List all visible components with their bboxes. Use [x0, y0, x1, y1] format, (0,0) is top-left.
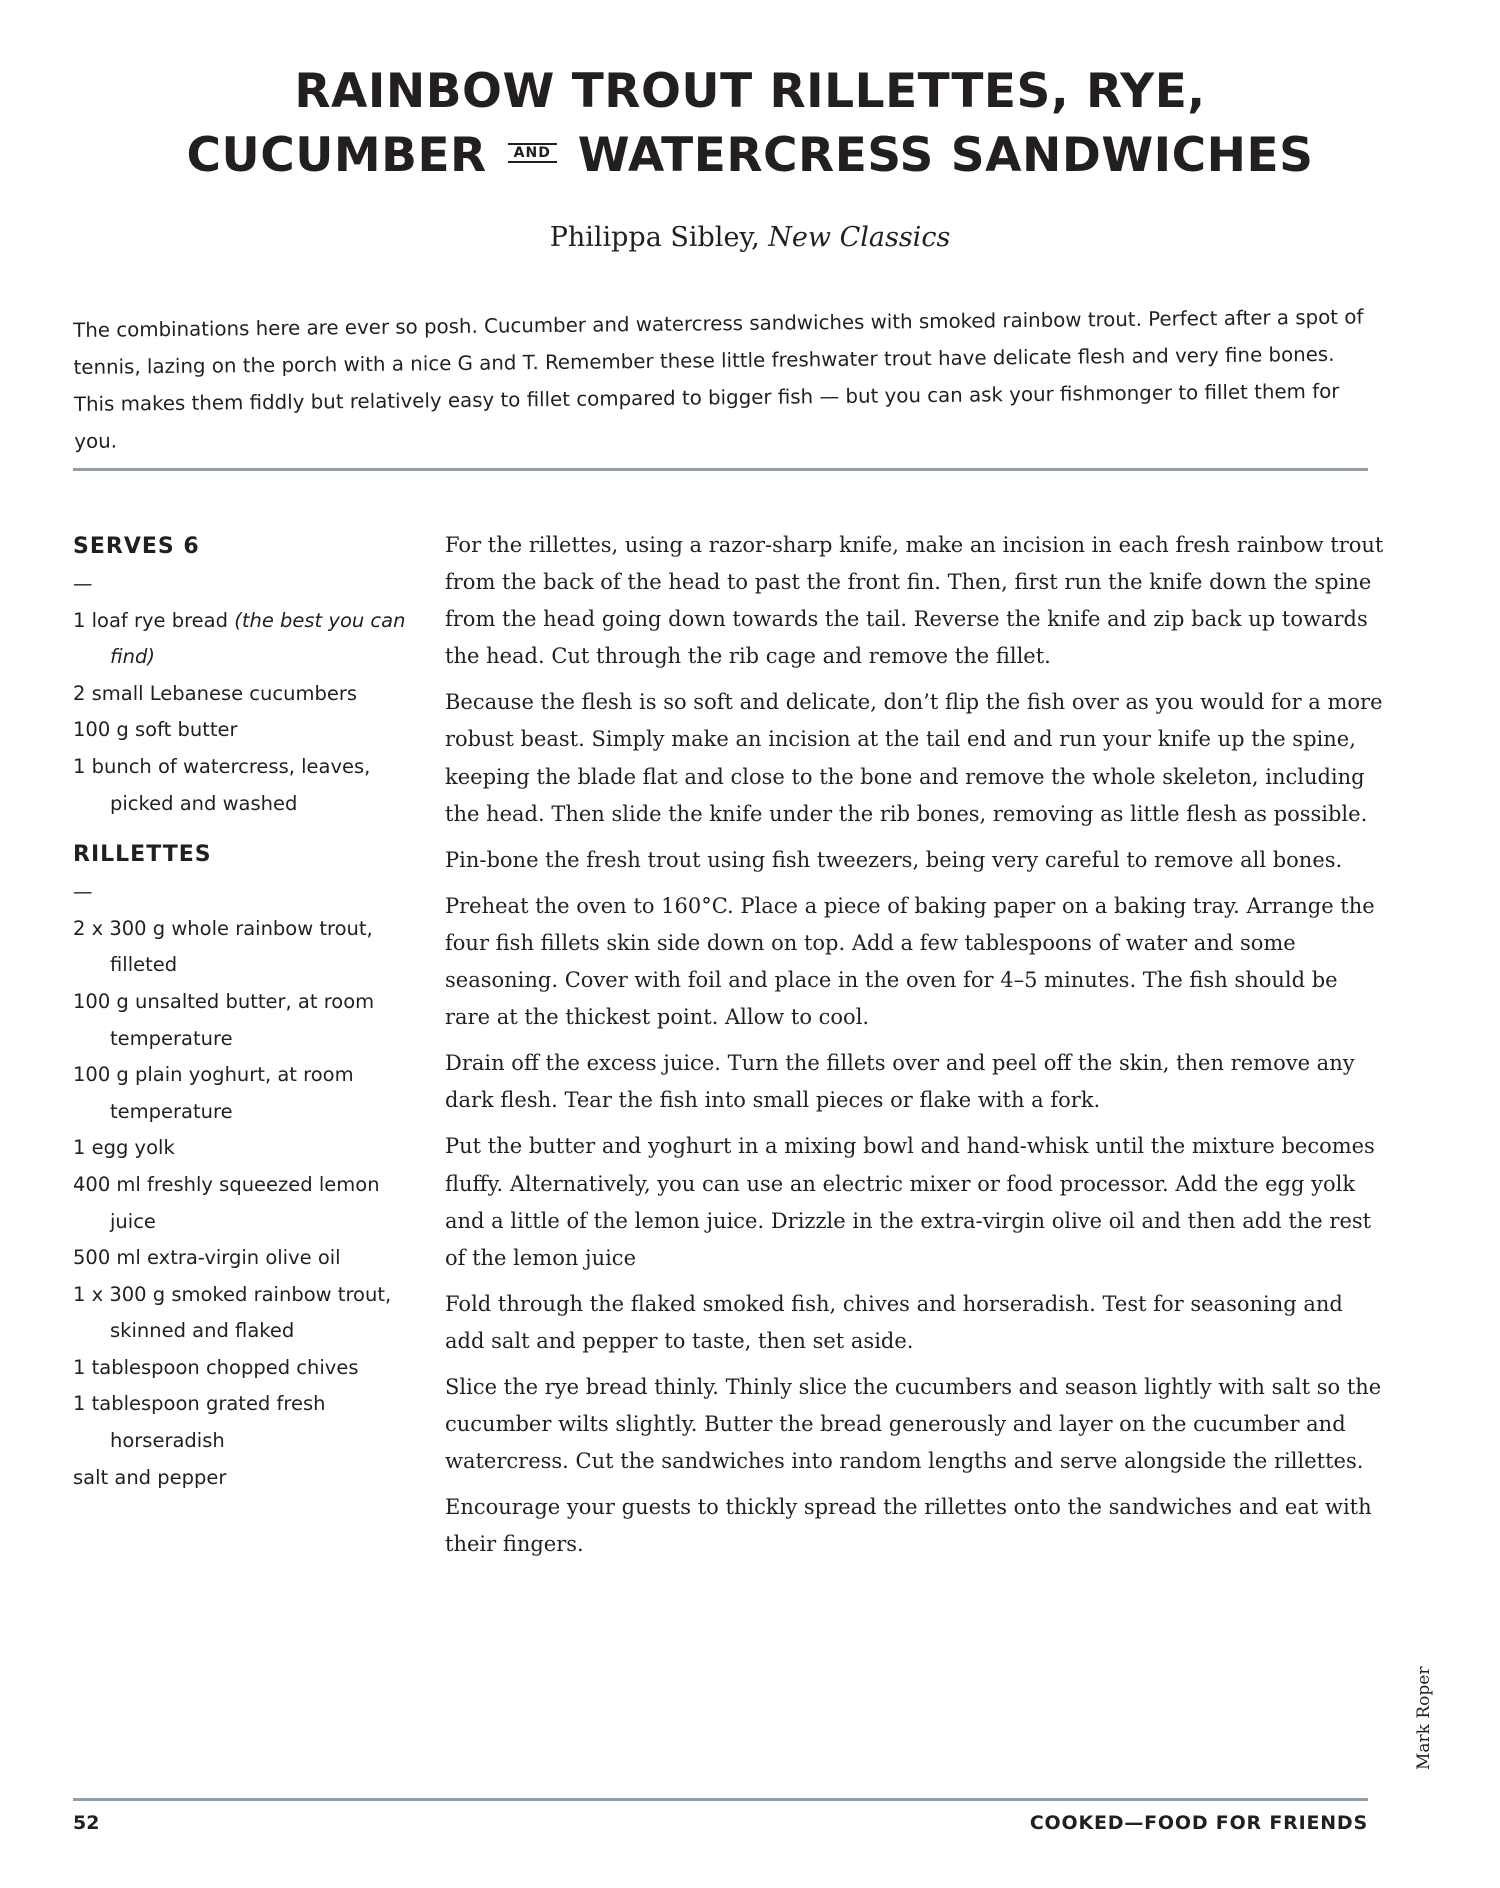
title-and-ligature: AND	[508, 143, 557, 163]
ingredient-item: 1 egg yolk	[73, 1136, 175, 1160]
ingredient-text: 2 small Lebanese cucumbers	[73, 681, 358, 705]
ingredients-column	[73, 528, 423, 1496]
ingredient-note: (the best you can find)	[110, 608, 406, 669]
ingredient-item: 500 ml extra-virgin olive oil	[73, 1246, 341, 1270]
method-step: Slice the rye bread thinly. Thinly slice the cucumbers and season lightly with salt so the cucumber wilts slightly. Butter the bread generously and layer on the cucumber and watercress. Cut the sandwiches into random lengths and serve alongside the rillettes.	[445, 1374, 1382, 1474]
method-step: Preheat the oven to 160°C. Place a piece of baking paper on a baking tray. Arrange the four fish fillets skin side down on top. Add a few tablespoons of water and some seasoning. Cover with foil and place in the oven for 4–5 minutes. The fish should be rare at the thickest point. Allow to cool.	[445, 893, 1375, 1030]
serves-heading: SERVES 6	[73, 534, 200, 559]
rillettes-dash: —	[73, 880, 93, 904]
ingredient-text: 1 bunch of watercress, leaves, picked and washed	[73, 754, 371, 815]
serves-dash: —	[73, 572, 93, 595]
spacer	[73, 822, 423, 836]
ingredient-item: 1 tablespoon chopped chives	[73, 1355, 359, 1379]
title-cucumber: CUCUMBER	[186, 128, 487, 183]
byline-author: Philippa Sibley,	[549, 222, 760, 253]
method-step: For the rillettes, using a razor-sharp knife, make an incision in each fresh rainbow trout from the back of the head to past the front fin. Then, first run the knife down the spine from the head going down towards the tail. Reverse the knife and zip back up towards the head. Cut through the rib cage and remove the fillet.	[445, 533, 1384, 669]
rillettes-heading: RILLETTES	[73, 842, 212, 868]
intro-paragraph: The combinations here are ever so posh. Cucumber and watercress sandwiches with smoked rainbow trout. Perfect after a spot of tennis, lazing on the porch with a nice G and T. Remember these little freshwater trout have delicate flesh and very fine bones. This makes them fiddly but relatively easy to fillet compared to bigger fish — but you can ask your fishmonger to fillet them for you.	[73, 305, 1364, 453]
ingredient-item	[73, 676, 423, 713]
method-step: Drain off the excess juice. Turn the fillets over and peel off the skin, then remove any dark flesh. Tear the fish into small pieces or flake with a fork.	[445, 1051, 1355, 1113]
title-line-2	[0, 124, 1500, 188]
method-step: Pin-bone the fresh trout using fish tweezers, being very careful to remove all bones.	[445, 847, 1343, 872]
method-step: Put the butter and yoghurt in a mixing bowl and hand-whisk until the mixture becomes fluffy. Alternatively, you can use an electric mixer or food processor. Add the egg yolk and a little of the lemon juice. Drizzle in the extra-virgin olive oil and then add the rest of the lemon juice	[445, 1134, 1375, 1270]
running-footer-title: COOKED—FOOD FOR FRIENDS	[1029, 1812, 1368, 1834]
method-step: Because the flesh is so soft and delicate, don’t flip the fish over as you would for a more robust beast. Simply make an incision at the tail end and run your knife up the spine, keeping the blade flat and close to the bone and remove the whole skeleton, including the head. Then slide the knife under the rib bones, removing as little flesh as possible.	[445, 690, 1383, 826]
page-number: 52	[73, 1812, 100, 1834]
method-column	[445, 527, 1385, 1572]
ingredient-text: 1 loaf rye bread	[73, 608, 235, 632]
ingredient-item: 2 x 300 g whole rainbow trout, filleted	[73, 916, 373, 977]
byline-source: New Classics	[768, 222, 951, 253]
ingredient-item	[73, 749, 423, 822]
ingredient-item: 1 tablespoon grated fresh horseradish	[73, 1392, 326, 1453]
byline	[0, 222, 1500, 253]
ingredient-item	[73, 603, 423, 676]
recipe-title	[0, 60, 1500, 188]
ingredient-item: 100 g plain yoghurt, at room temperature	[73, 1063, 354, 1123]
title-line-1: RAINBOW TROUT RILLETTES, RYE,	[294, 64, 1206, 119]
ingredient-item: 100 g unsalted butter, at room temperature	[73, 989, 375, 1050]
top-divider	[73, 468, 1368, 471]
ingredient-item: salt and pepper	[73, 1465, 227, 1489]
method-step: Fold through the flaked smoked fish, chives and horseradish. Test for seasoning and add salt and pepper to taste, then set aside.	[445, 1291, 1343, 1353]
photo-credit: Mark Roper	[1414, 1666, 1434, 1770]
method-step: Encourage your guests to thickly spread the rillettes onto the sandwiches and eat with their fingers.	[445, 1495, 1372, 1557]
title-watercress-sandwiches: WATERCRESS SANDWICHES	[577, 128, 1314, 183]
ingredient-item: 1 x 300 g smoked rainbow trout, skinned and flaked	[73, 1282, 392, 1343]
ingredient-text: 100 g soft butter	[73, 718, 238, 742]
bottom-divider	[73, 1798, 1368, 1801]
ingredient-item: 400 ml freshly squeezed lemon juice	[73, 1172, 380, 1233]
ingredient-item	[73, 712, 423, 749]
